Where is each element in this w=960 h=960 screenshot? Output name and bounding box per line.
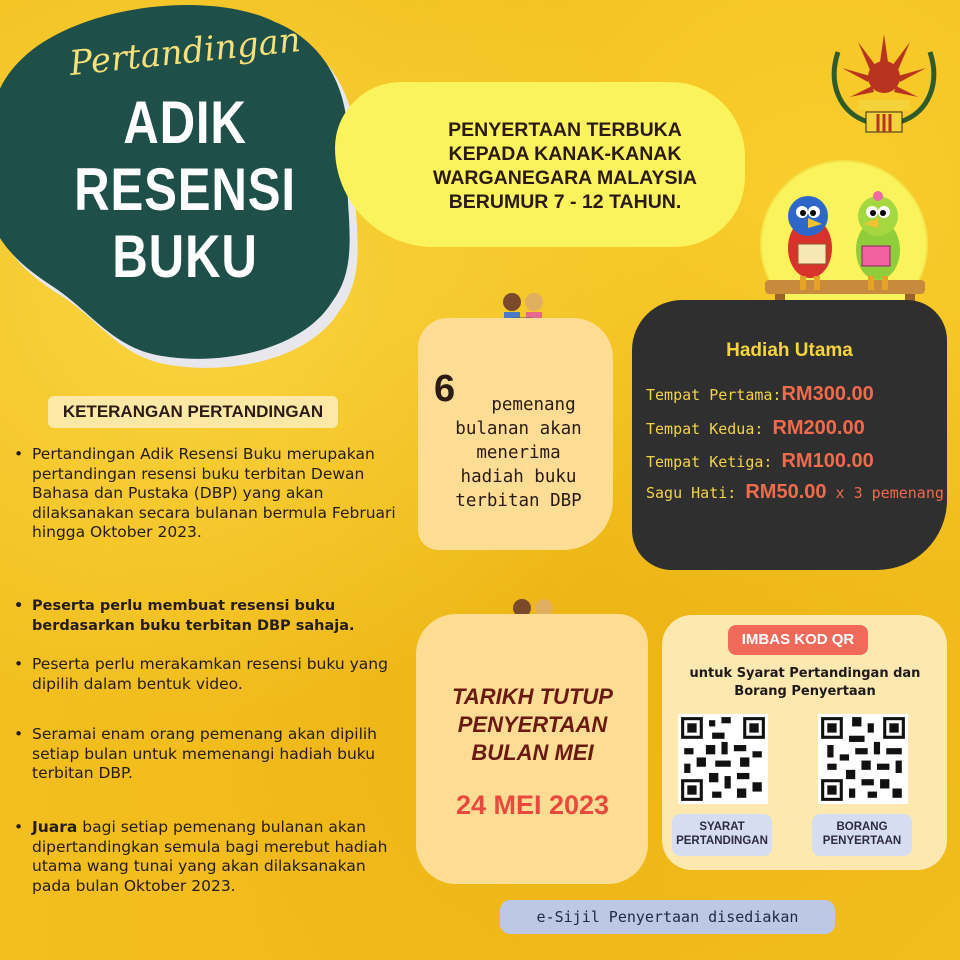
deadline-line: BULAN MEI xyxy=(471,740,594,765)
deadline-line: TARIKH TUTUP xyxy=(452,684,613,709)
prize-row xyxy=(646,417,865,440)
eligibility-text xyxy=(400,118,730,214)
title-script-text: Pertandingan xyxy=(67,19,303,85)
info-bullet: • Peserta perlu merakamkan resensi buku yang dipilih dalam bentuk video. xyxy=(12,655,397,694)
qr-code-rules-icon[interactable] xyxy=(678,714,768,804)
qr-label-line: BORANG xyxy=(836,821,888,833)
deadline-line: PENYERTAAN xyxy=(457,712,608,737)
deadline-title xyxy=(420,683,645,767)
qr-subtitle xyxy=(665,665,945,701)
qr-label-line: PENYERTAAN xyxy=(822,835,902,847)
prize-amount: RM300.00 xyxy=(781,383,874,405)
qr-label-rules xyxy=(672,814,772,856)
prize-amount: RM200.00 xyxy=(772,417,865,439)
prize-label: Tempat Kedua: xyxy=(646,420,764,438)
info-bullet: • Pertandingan Adik Resensi Buku merupakan pertandingan resensi buku terbitan Dewan Bahasa dan Pustaka (DBP) yang akan dilaksanakan secara bulanan bermula Februari hingga Oktober 2023. xyxy=(12,445,397,543)
prize-label: Tempat Pertama: xyxy=(646,386,782,404)
eligibility-line: WARGANEGARA MALAYSIA xyxy=(433,167,697,189)
title-line-1: ADIK xyxy=(123,89,247,156)
deadline-date: 24 MEI 2023 xyxy=(455,790,610,820)
info-heading: KETERANGAN PERTANDINGAN xyxy=(48,396,338,428)
monthly-word: pemenang xyxy=(491,395,576,415)
qr-label-line: PERTANDINGAN xyxy=(676,835,768,847)
monthly-line: bulanan akan xyxy=(455,419,582,439)
qr-label-form xyxy=(812,814,912,856)
scan-qr-label: IMBAS KOD QR xyxy=(728,625,868,655)
monthly-winners-number: 6 xyxy=(434,368,456,410)
qr-label-line: SYARAT xyxy=(699,821,745,833)
prize-row xyxy=(646,383,874,406)
prize-amount: RM50.00 xyxy=(745,481,827,503)
monthly-line: hadiah buku xyxy=(460,467,577,487)
info-bullet xyxy=(12,818,397,896)
qr-subtitle-line: Borang Penyertaan xyxy=(734,684,876,699)
prize-row xyxy=(646,450,874,473)
info-bullet-rest: bagi setiap pemenang bulanan akan dipertandingkan semula bagi merebut hadiah utama wang tunai yang akan dilaksanakan pada bulan Oktober 2023. xyxy=(32,818,388,895)
prize-title: Hadiah Utama xyxy=(726,340,853,361)
prize-label: Tempat Ketiga: xyxy=(646,453,773,471)
title-line-2: RESENSI xyxy=(74,156,296,223)
certificate-note: e-Sijil Penyertaan disediakan xyxy=(500,900,835,934)
eligibility-line: BERUMUR 7 - 12 TAHUN. xyxy=(448,191,682,213)
prize-label: Sagu Hati: xyxy=(646,484,737,502)
monthly-line: menerima xyxy=(476,443,561,463)
prize-amount: RM100.00 xyxy=(781,450,874,472)
parrot-mascots-icon xyxy=(760,188,930,318)
info-bullet-bold: Juara xyxy=(32,818,78,836)
qr-code-form-icon[interactable] xyxy=(818,714,908,804)
prize-row xyxy=(646,481,944,504)
qr-subtitle-line: untuk Syarat Pertandingan dan xyxy=(689,666,921,681)
monthly-line: terbitan DBP xyxy=(455,491,582,511)
prize-multiplier: x 3 pemenang xyxy=(826,484,944,502)
title-line-3: BUKU xyxy=(112,223,258,290)
eligibility-line: PENYERTAAN TERBUKA xyxy=(448,119,682,141)
dbp-logo-icon xyxy=(828,22,940,140)
info-bullet: • Peserta perlu membuat resensi buku berdasarkan buku terbitan DBP sahaja. xyxy=(12,597,397,636)
eligibility-line: KEPADA KANAK-KANAK xyxy=(448,143,682,165)
monthly-winners-text xyxy=(436,393,601,513)
info-bullet: • Seramai enam orang pemenang akan dipilih setiap bulan untuk memenangi hadiah buku terbitan DBP. xyxy=(12,725,397,784)
